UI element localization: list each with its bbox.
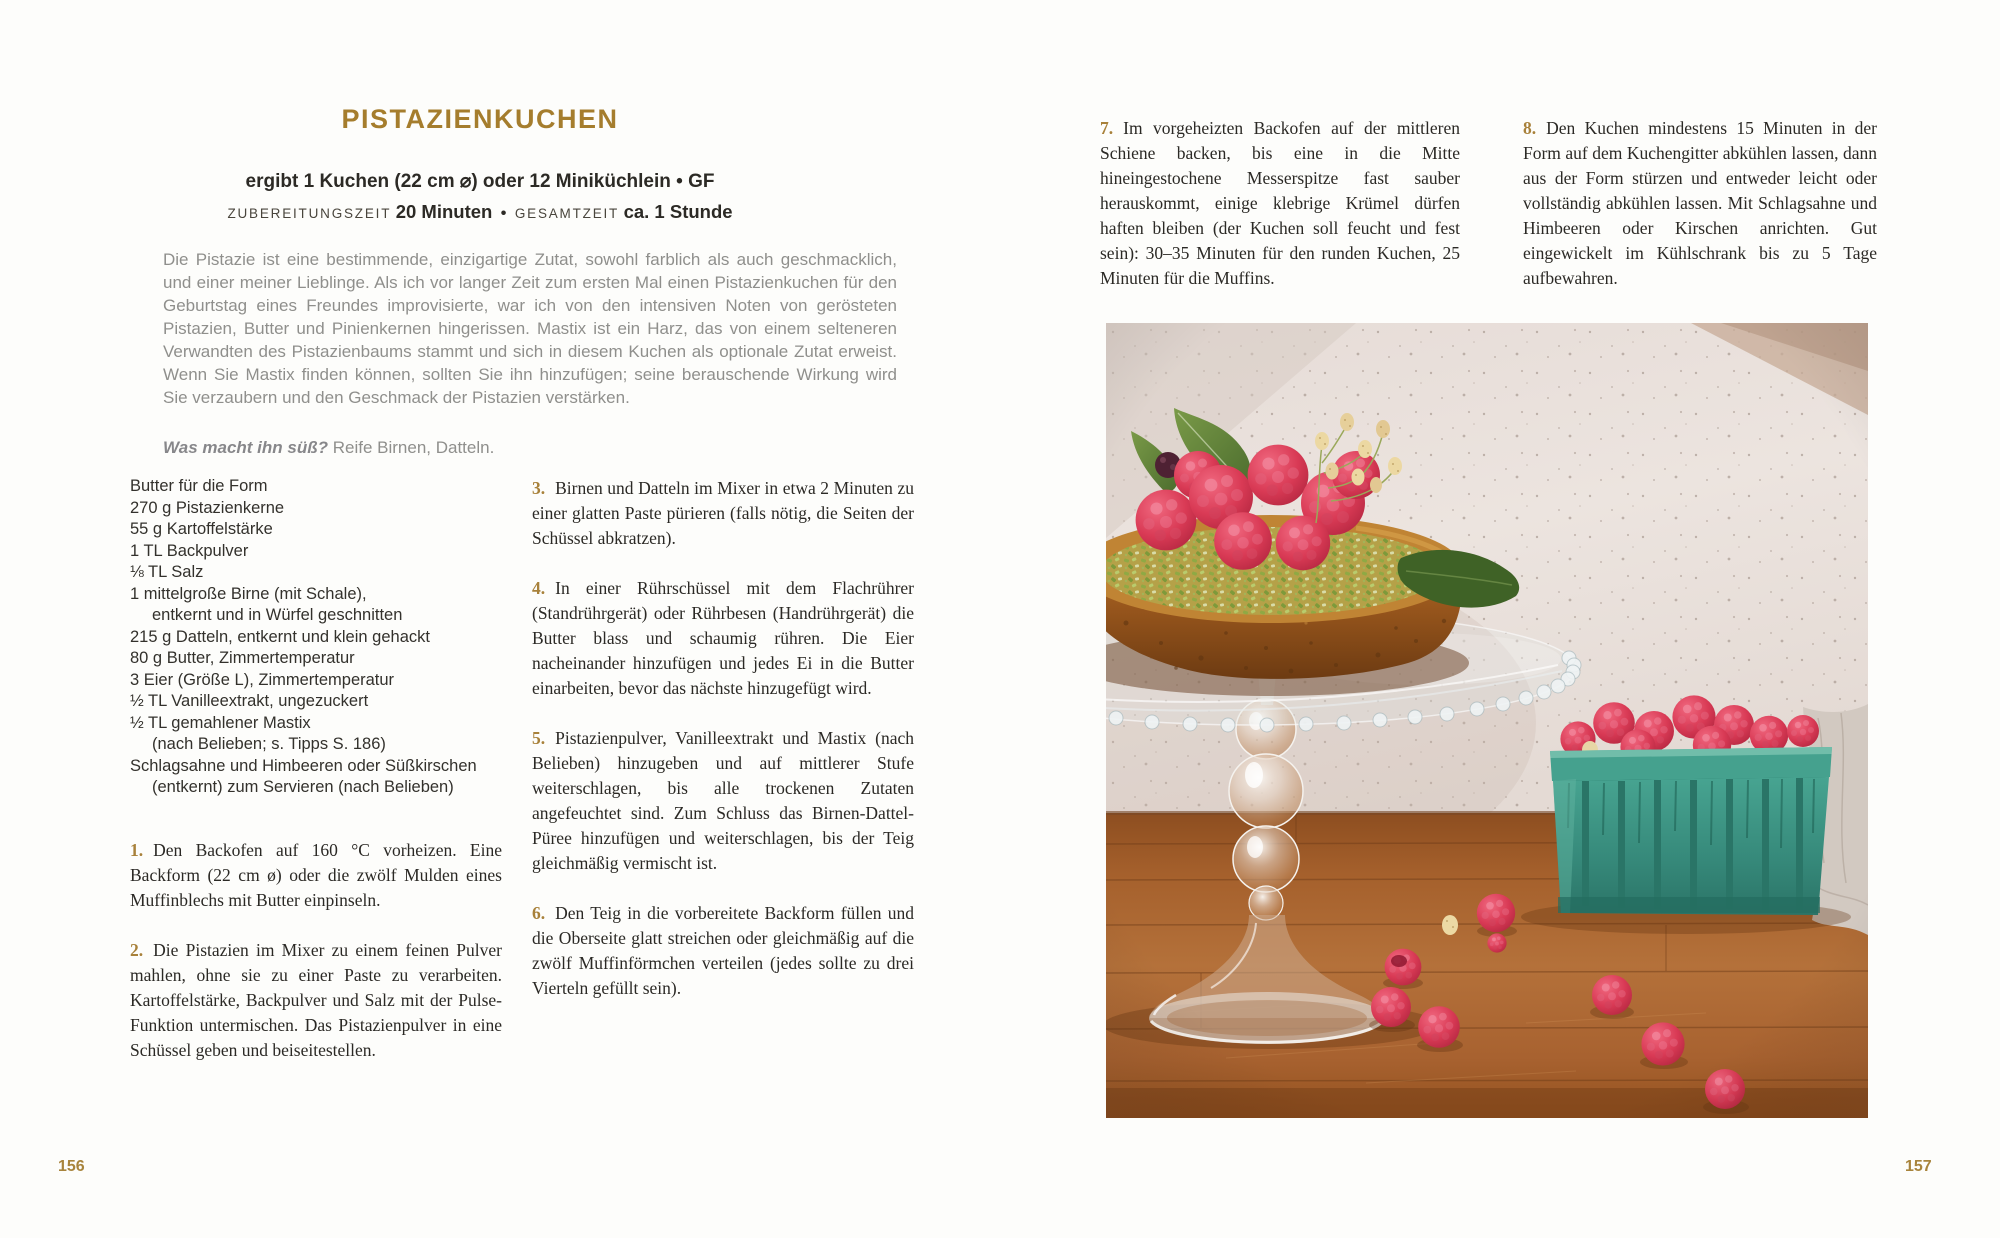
- step-text: Birnen und Datteln im Mixer in etwa 2 Minuten zu einer glatten Paste pürieren (falls nötig, die Seiten der Schüssel abkratzen).: [532, 478, 914, 548]
- sweetener-question: Was macht ihn süß?: [163, 438, 328, 457]
- ingredient-item: ⅛ TL Salz: [130, 563, 204, 581]
- prep-time-value: 20 Minuten: [395, 201, 493, 222]
- time-separator: •: [500, 205, 507, 222]
- steps-column-left: [130, 838, 502, 1088]
- step-text: In einer Rührschüssel mit dem Flachrührer (Standrührgerät) oder Rührbesen (Handrührgerät) die Butter blass und schaumig rühren. Die Eier nacheinander hinzufügen und jedes Ei in die Butter einarbeiten, bevor das nächste hinzugefügt wird.: [532, 578, 914, 698]
- steps-column-right-2: [1523, 116, 1877, 316]
- steps-column-right-1: [1100, 116, 1460, 316]
- page-number-right: 157: [1905, 1158, 1932, 1175]
- step-text: Den Teig in die vorbereitete Backform füllen und die Oberseite glatt streichen oder gleichmäßig auf die zwölf Muffinförmchen verteilen (jedes sollte zu drei Vierteln gefüllt sein).: [532, 903, 914, 998]
- ingredient-list: [130, 476, 530, 799]
- prep-time-label: ZUBEREITUNGSZEIT: [227, 206, 392, 221]
- ingredient-item: 55 g Kartoffelstärke: [130, 520, 273, 538]
- ingredient-item: (entkernt) zum Servieren (nach Belieben): [152, 778, 454, 796]
- ingredient-item: entkernt und in Würfel geschnitten: [152, 606, 403, 624]
- total-time-label: GESAMTZEIT: [514, 206, 620, 221]
- step-number: 3.: [532, 478, 546, 498]
- total-time-value: ca. 1 Stunde: [623, 201, 733, 222]
- time-line: [110, 201, 850, 223]
- step-number: 4.: [532, 578, 546, 598]
- recipe-step-6: [532, 901, 914, 1001]
- recipe-step-2: [130, 938, 502, 1063]
- recipe-intro: Die Pistazie ist eine bestimmende, einzigartige Zutat, sowohl farblich als auch geschmacklich, und einer meiner Lieblinge. Als ich vor langer Zeit zum ersten Mal einen Pistazienkuchen für den Geburtstag eines Freundes improvisierte, war ich von den intensiven Noten von gerösteten Pistazien, Butter und Pinienkernen hingerissen. Mastix ist ein Harz, das von einem selteneren Verwandten des Pistazienbaums stammt und sich in diesem Kuchen als optionale Zutat erweist. Wenn Sie Mastix finden können, sollten Sie ihn hinzufügen; seine berauschende Wirkung wird Sie verzaubern und den Geschmack der Pistazien verstärken.: [163, 250, 897, 407]
- ingredient-item: 80 g Butter, Zimmertemperatur: [130, 649, 355, 667]
- ingredient-item: Butter für die Form: [130, 477, 268, 495]
- yield-line: ergibt 1 Kuchen (22 cm ⌀) oder 12 Miniküchlein • GF: [245, 171, 715, 192]
- recipe-step-7: [1100, 116, 1460, 291]
- ingredient-item: 1 TL Backpulver: [130, 541, 249, 560]
- ingredient-item: ½ TL Vanilleextrakt, ungezuckert: [130, 692, 369, 710]
- step-number: 7.: [1100, 118, 1114, 138]
- recipe-title: PISTAZIENKUCHEN: [341, 104, 619, 134]
- ingredient-item: ½ TL gemahlener Mastix: [130, 713, 311, 732]
- step-text: Im vorgeheizten Backofen auf der mittleren Schiene backen, bis eine in die Mitte hineingestochene Messerspitze fast sauber herauskommt, einige klebrige Krümel dürfen haften bleiben (der Kuchen soll feucht und fest sein): 30–35 Minuten für den runden Kuchen, 25 Minuten für die Muffins.: [1100, 118, 1460, 288]
- step-number: 2.: [130, 940, 144, 960]
- recipe-step-4: [532, 576, 914, 701]
- ingredient-item: 3 Eier (Größe L), Zimmertemperatur: [130, 670, 395, 689]
- recipe-header: [110, 104, 850, 135]
- recipe-step-3: [532, 476, 914, 551]
- step-number: 6.: [532, 903, 546, 923]
- sweetener-answer: Reife Birnen, Datteln.: [332, 438, 495, 457]
- sweetener-line: [163, 438, 897, 458]
- step-text: Den Backofen auf 160 °C vorheizen. Eine Backform (22 cm ø) oder die zwölf Mulden eines Muffinblechs mit Butter einpinseln.: [130, 840, 502, 910]
- step-number: 8.: [1523, 118, 1537, 138]
- ingredient-item: 215 g Datteln, entkernt und klein gehackt: [130, 627, 430, 646]
- ingredient-item: (nach Belieben; s. Tipps S. 186): [152, 735, 386, 753]
- steps-column-middle: [532, 476, 914, 1026]
- ingredient-item: 270 g Pistazienkerne: [130, 498, 285, 517]
- photo-vignette: [1106, 323, 1868, 1118]
- step-text: Pistazienpulver, Vanilleextrakt und Mastix (nach Belieben) hinzugeben und auf mittlerer Stufe weiterschlagen, bis alle trockenen Zutaten angefeuchtet sind. Zum Schluss das Birnen-Dattel-Püree hinzufügen und weiterschlagen, bis der Teig gleichmäßig vermischt ist.: [532, 728, 914, 873]
- page-number-left: 156: [58, 1158, 85, 1175]
- step-text: Den Kuchen mindestens 15 Minuten in der Form auf dem Kuchengitter abkühlen lassen, dann aus der Form stürzen und entweder leicht oder vollständig abkühlen lassen. Mit Schlagsahne und Himbeeren oder Kirschen anrichten. Gut eingewickelt im Kühlschrank bis zu 5 Tage aufbewahren.: [1523, 118, 1877, 288]
- ingredient-item: 1 mittelgroße Birne (mit Schale),: [130, 584, 367, 603]
- step-number: 1.: [130, 840, 144, 860]
- recipe-step-1: [130, 838, 502, 913]
- step-number: 5.: [532, 728, 546, 748]
- cake-photo: [1106, 323, 1868, 1118]
- recipe-step-8: [1523, 116, 1877, 291]
- ingredient-item: Schlagsahne und Himbeeren oder Süßkirschen: [130, 756, 477, 775]
- step-text: Die Pistazien im Mixer zu einem feinen Pulver mahlen, ohne sie zu einer Paste zu verarbeiten. Kartoffelstärke, Backpulver und Salz mit der Pulse-Funktion untermischen. Das Pistazienpulver in eine Schüssel geben und beiseitestellen.: [130, 940, 502, 1060]
- recipe-step-5: [532, 726, 914, 876]
